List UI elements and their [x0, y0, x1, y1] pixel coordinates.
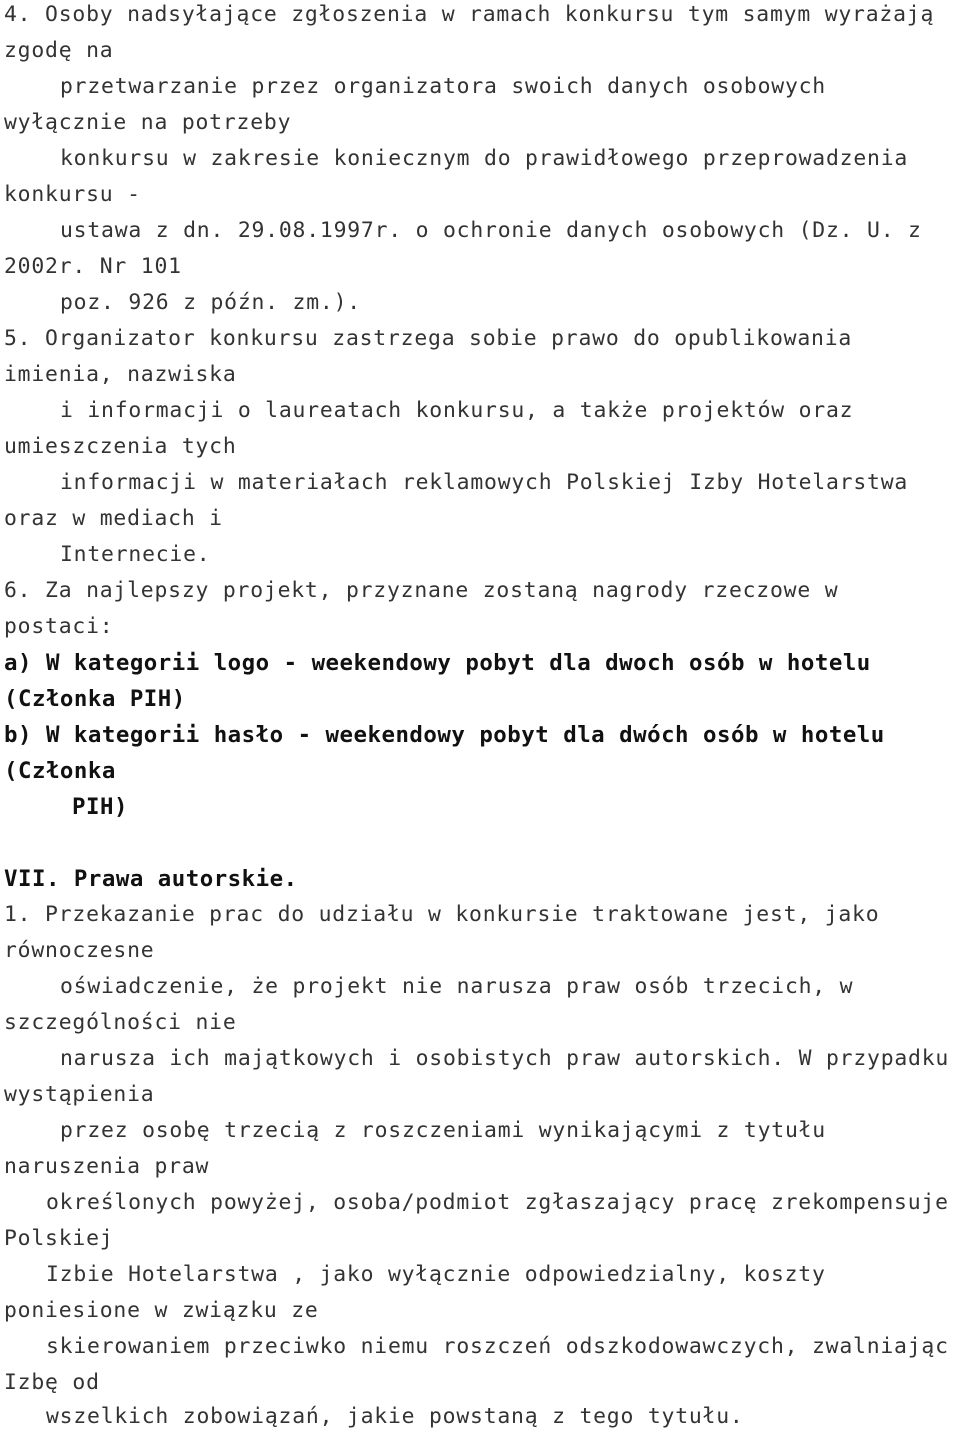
text-line: umieszczenia tych [4, 434, 237, 459]
prize-line-slogan-end: PIH) [72, 794, 128, 820]
text-line: Izbę od [4, 1370, 100, 1395]
text-line: 6. Za najlepszy projekt, przyznane zostaną nagrody rzeczowe w [4, 578, 839, 603]
text-line: poz. 926 z późn. zm.). [60, 290, 361, 315]
text-line: 5. Organizator konkursu zastrzega sobie prawo do opublikowania [4, 326, 853, 351]
text-line: wyłącznie na potrzeby [4, 110, 292, 135]
text-line: zgodę na [4, 38, 114, 63]
prize-line-logo-cont: (Członka PIH) [4, 686, 186, 712]
text-line: naruszenia praw [4, 1154, 210, 1179]
section-heading: VII. Prawa autorskie. [4, 866, 298, 892]
text-line: wszelkich zobowiązań, jakie powstaną z tego tytułu. [46, 1404, 744, 1429]
text-line: Izbie Hotelarstwa , jako wyłącznie odpowiedzialny, koszty [46, 1262, 826, 1287]
text-line: oraz w mediach i [4, 506, 223, 531]
prize-line-slogan-cont: (Członka [4, 758, 116, 784]
text-line: skierowaniem przeciwko niemu roszczeń odszkodowawczych, zwalniając [46, 1334, 949, 1359]
text-line: ustawa z dn. 29.08.1997r. o ochronie danych osobowych (Dz. U. z [60, 218, 922, 243]
text-line: konkursu w zakresie koniecznym do prawidłowego przeprowadzenia [60, 146, 909, 171]
text-line: postaci: [4, 614, 114, 639]
text-line: równoczesne [4, 938, 155, 963]
text-line: narusza ich majątkowych i osobistych praw autorskich. W przypadku [60, 1046, 950, 1071]
text-line: przez osobę trzecią z roszczeniami wynikającymi z tytułu [60, 1118, 826, 1143]
text-line: przetwarzanie przez organizatora swoich danych osobowych [60, 74, 826, 99]
text-line: oświadczenie, że projekt nie narusza praw osób trzecich, w [60, 974, 854, 999]
text-line: wystąpienia [4, 1082, 155, 1107]
text-line: 4. Osoby nadsyłające zgłoszenia w ramach konkursu tym samym wyrażają [4, 2, 935, 27]
prize-line-logo: a) W kategorii logo - weekendowy pobyt dla dwoch osób w hotelu [4, 650, 871, 676]
text-line: poniesione w związku ze [4, 1298, 319, 1323]
text-line: konkursu - [4, 182, 141, 207]
text-line: 1. Przekazanie prac do udziału w konkursie traktowane jest, jako [4, 902, 880, 927]
text-line: i informacji o laureatach konkursu, a także projektów oraz [60, 398, 854, 423]
prize-line-slogan: b) W kategorii hasło - weekendowy pobyt dla dwóch osób w hotelu [4, 722, 885, 748]
text-line: informacji w materiałach reklamowych Polskiej Izby Hotelarstwa [60, 470, 909, 495]
text-line: 2002r. Nr 101 [4, 254, 182, 279]
text-line: Internecie. [60, 542, 211, 567]
text-line: określonych powyżej, osoba/podmiot zgłaszający pracę zrekompensuje [46, 1190, 949, 1215]
text-line: imienia, nazwiska [4, 362, 237, 387]
text-line: Polskiej [4, 1226, 114, 1251]
text-line: szczególności nie [4, 1010, 237, 1035]
